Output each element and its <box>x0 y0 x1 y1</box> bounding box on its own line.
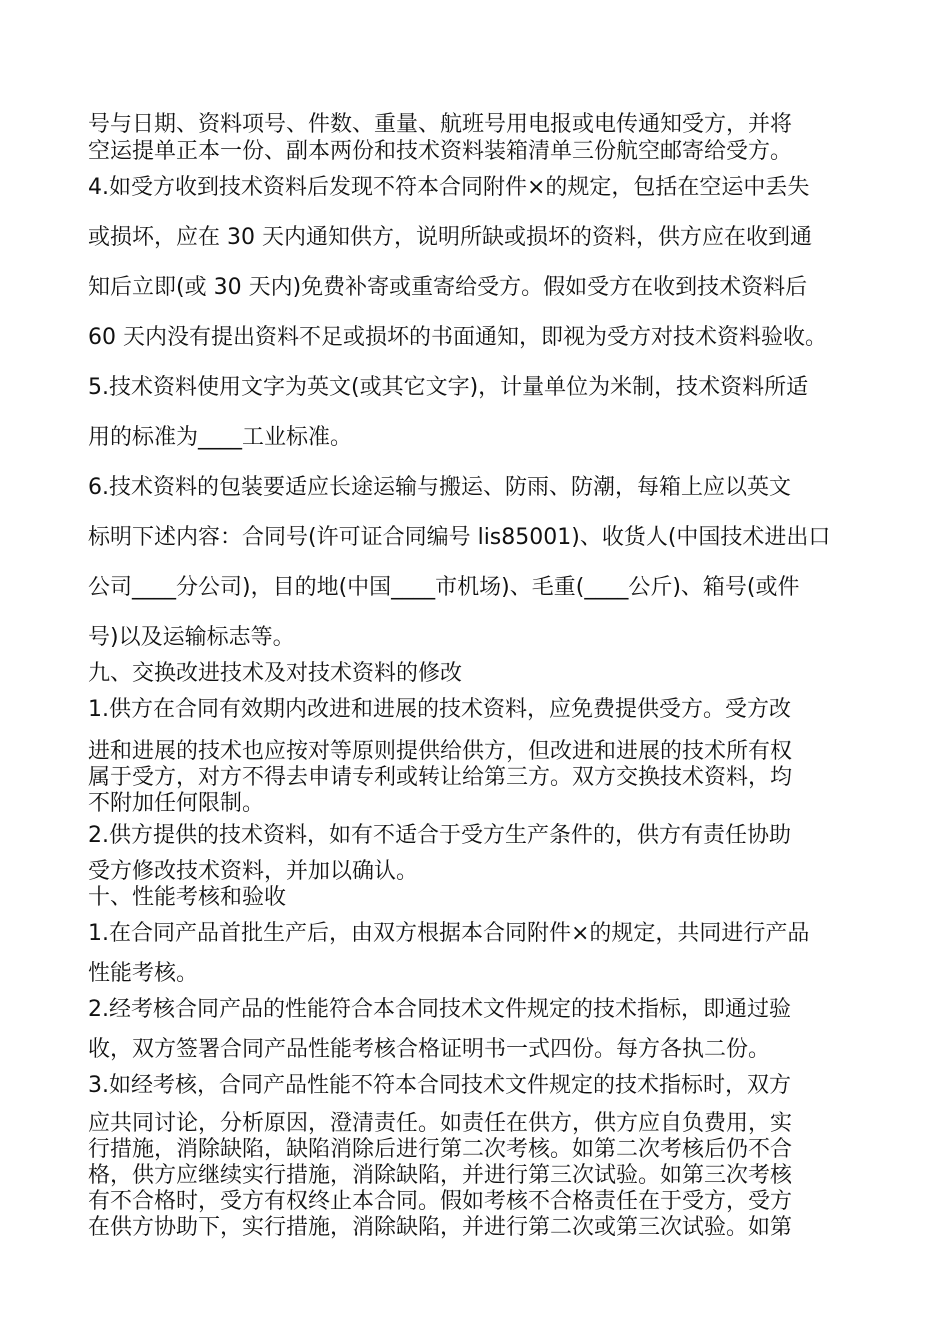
text-line: 在供方协助下，实行措施，消除缺陷，并进行第二次或第三次试验。如第 <box>88 1215 793 1240</box>
text-line: 60 天内没有提出资料不足或损坏的书面通知，即视为受方对技术资料验收。 <box>88 325 827 350</box>
text-line: 应共同讨论，分析原因，澄清责任。如责任在供方，供方应自负费用，实 <box>88 1111 793 1136</box>
text-line: 有不合格时，受方有权终止本合同。假如考核不合格责任在于受方，受方 <box>88 1189 793 1214</box>
text-line: 收，双方签署合同产品性能考核合格证明书一式四份。每方各执二份。 <box>88 1037 771 1062</box>
text-line: 6.技术资料的包装要适应长途运输与搬运、防雨、防潮，每箱上应以英文 <box>88 475 791 500</box>
section-heading: 九、交换改进技术及对技术资料的修改 <box>88 661 463 686</box>
text-line: 格，供方应继续实行措施，消除缺陷，并进行第三次试验。如第三次考核 <box>88 1163 793 1188</box>
text-line: 或损坏，应在 30 天内通知供方，说明所缺或损坏的资料，供方应在收到通 <box>88 225 812 250</box>
text-line: 2.供方提供的技术资料，如有不适合于受方生产条件的，供方有责任协助 <box>88 823 791 848</box>
text-line: 用的标准为____工业标准。 <box>88 425 353 450</box>
text-line: 性能考核。 <box>88 961 199 986</box>
text-line: 行措施，消除缺陷，缺陷消除后进行第二次考核。如第二次考核后仍不合 <box>88 1137 793 1162</box>
text-line: 1.供方在合同有效期内改进和进展的技术资料，应免费提供受方。受方改 <box>88 697 791 722</box>
text-line: 3.如经考核，合同产品性能不符本合同技术文件规定的技术指标时，双方 <box>88 1073 791 1098</box>
text-line: 公司____分公司)，目的地(中国____市机场)、毛重(____公斤)、箱号(或件 <box>88 575 800 600</box>
text-line: 1.在合同产品首批生产后，由双方根据本合同附件×的规定，共同进行产品 <box>88 921 810 946</box>
text-line: 属于受方，对方不得去申请专利或转让给第三方。双方交换技术资料，均 <box>88 765 793 790</box>
text-line: 受方修改技术资料，并加以确认。 <box>88 859 419 884</box>
text-line: 进和进展的技术也应按对等原则提供给供方，但改进和进展的技术所有权 <box>88 739 793 764</box>
text-line: 空运提单正本一份、副本两份和技术资料装箱清单三份航空邮寄给受方。 <box>88 139 793 164</box>
text-line: 2.经考核合同产品的性能符合本合同技术文件规定的技术指标，即通过验 <box>88 997 791 1022</box>
text-line: 5.技术资料使用文字为英文(或其它文字)，计量单位为米制，技术资料所适 <box>88 375 809 400</box>
text-line: 号)以及运输标志等。 <box>88 625 295 650</box>
text-line: 4.如受方收到技术资料后发现不符本合同附件×的规定，包括在空运中丢失 <box>88 175 810 200</box>
text-line: 标明下述内容：合同号(许可证合同编号 lis85001)、收货人(中国技术进出口 <box>88 525 831 550</box>
text-line: 号与日期、资料项号、件数、重量、航班号用电报或电传通知受方，并将 <box>88 112 793 137</box>
text-line: 知后立即(或 30 天内)免费补寄或重寄给受方。假如受方在收到技术资料后 <box>88 275 808 300</box>
text-line: 不附加任何限制。 <box>88 791 265 816</box>
section-heading: 十、性能考核和验收 <box>88 885 287 910</box>
